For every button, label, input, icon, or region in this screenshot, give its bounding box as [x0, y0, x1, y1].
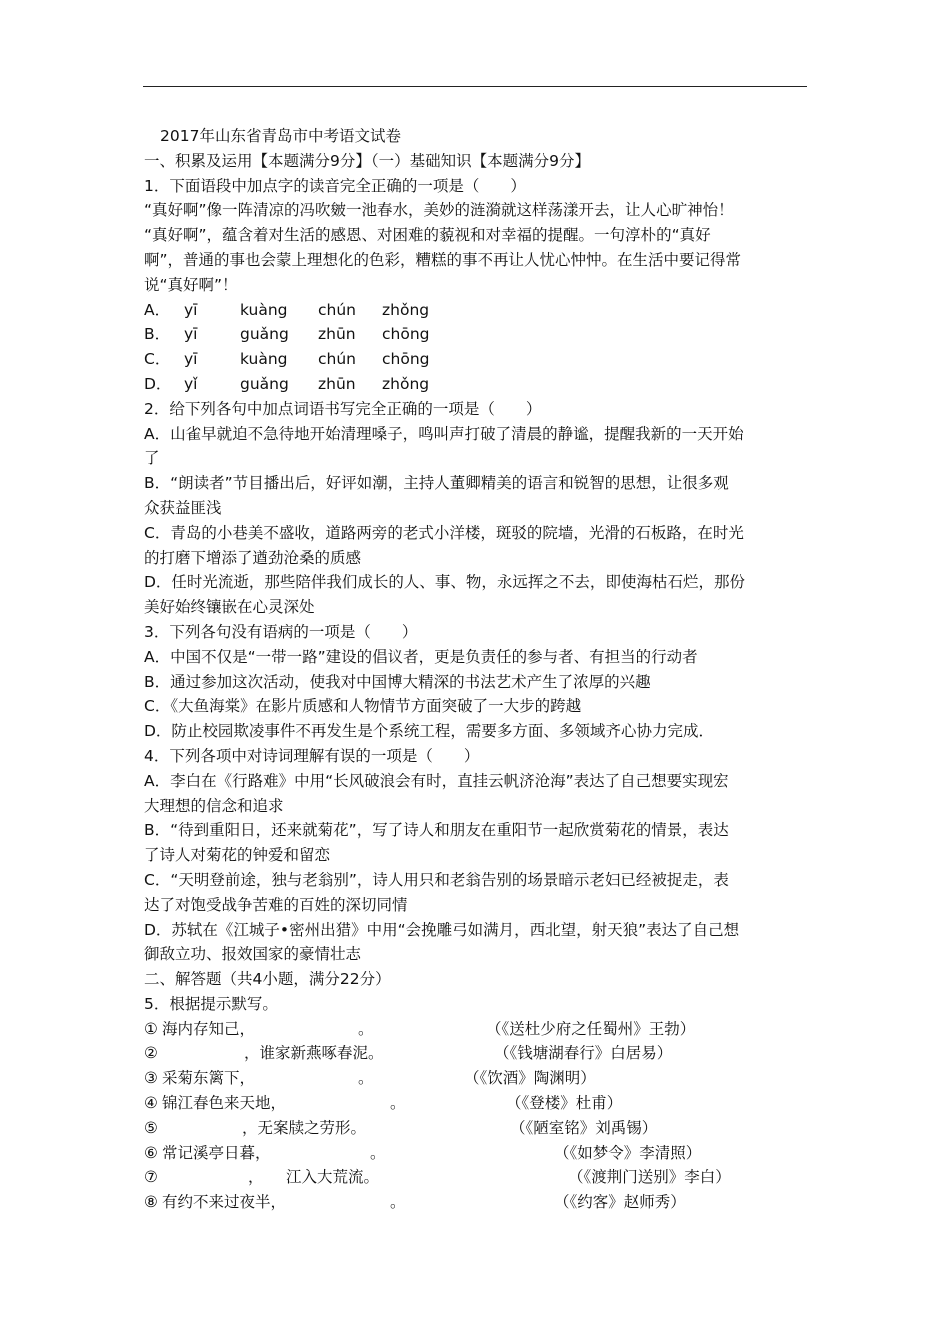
q5-item	[144, 1041, 806, 1066]
q3-line: C．《大鱼海棠》在影片质感和人物情节方面突破了一大步的跨越	[144, 697, 582, 716]
item-source: （《如梦令》李清照）	[554, 1143, 702, 1162]
q5-stem: 5．根据提示默写。	[144, 994, 278, 1013]
q1-passage-line: 啊”，普通的事也会蒙上理想化的色彩，糟糕的事不再让人忧心忡忡。在生活中要记得常	[144, 250, 742, 269]
exam-content	[144, 124, 806, 1215]
item-number: ⑦	[144, 1168, 158, 1187]
item-second-half: ，谁家新燕啄春泥。	[244, 1044, 384, 1063]
item-first-half: 锦江春色来天地，	[162, 1094, 287, 1113]
item-source: （《送杜少府之任蜀州》王勃）	[486, 1019, 696, 1038]
item-number: ③	[144, 1069, 158, 1088]
pinyin: guǎng	[240, 325, 289, 344]
pinyin: chún	[318, 350, 356, 369]
q1-option-a	[144, 298, 806, 323]
q2-line: 美好始终镶嵌在心灵深处	[144, 598, 315, 617]
pinyin: zhǒng	[382, 374, 430, 393]
item-second-half: 江入大荒流。	[286, 1168, 380, 1187]
pinyin: zhǒng	[382, 300, 430, 319]
pinyin: chōng	[382, 350, 430, 369]
option-label: B．	[144, 325, 171, 344]
item-first-half: 常记溪亭日暮，	[162, 1143, 271, 1162]
option-label: A．	[144, 300, 171, 319]
q2-line: B．“朗读者”节目播出后，好评如潮，主持人董卿精美的语言和锐智的思想，让很多观	[144, 474, 729, 493]
q2-line: D．任时光流逝，那些陪伴我们成长的人、事、物，永远挥之不去，即使海枯石烂，那份	[144, 573, 745, 592]
item-number: ④	[144, 1094, 158, 1113]
item-first-half: 有约不来过夜半，	[162, 1193, 287, 1212]
item-number: ⑧	[144, 1193, 158, 1212]
q3-stem: 3．下列各句没有语病的一项是（ ）	[144, 622, 418, 641]
q5-item	[144, 1066, 806, 1091]
item-second-half: ，无案牍之劳形。	[242, 1118, 367, 1137]
q3-line: D．防止校园欺凌事件不再发生是个系统工程，需要多方面、多领域齐心协力完成．	[144, 722, 714, 741]
q5-item	[144, 1165, 806, 1190]
q5-item	[144, 1091, 806, 1116]
q5-item	[144, 1141, 806, 1166]
q4-line: 御敌立功、报效国家的豪情壮志	[144, 945, 362, 964]
q5-item	[144, 1116, 806, 1141]
item-second-half: 。	[390, 1193, 406, 1212]
pinyin: chōng	[382, 325, 430, 344]
q4-stem: 4．下列各项中对诗词理解有误的一项是（ ）	[144, 746, 480, 765]
item-number: ⑥	[144, 1143, 158, 1162]
q4-line: 了诗人对菊花的钟爱和留恋	[144, 846, 331, 865]
q2-line: 众获益匪浅	[144, 498, 222, 517]
section2-header: 二、解答题（共4小题，满分22分）	[144, 970, 391, 989]
q2-line: 的打磨下增添了遒劲沧桑的质感	[144, 548, 362, 567]
item-source: （《渡荆门送别》李白）	[568, 1168, 731, 1187]
pinyin: yǐ	[184, 374, 198, 393]
item-source: （《约客》赵师秀）	[554, 1193, 686, 1212]
item-second-half: 。	[370, 1143, 386, 1162]
item-source: （《登楼》杜甫）	[506, 1094, 623, 1113]
item-second-half: 。	[390, 1094, 406, 1113]
section1-header: 一、积累及运用【本题满分9分】（一）基础知识【本题满分9分】	[144, 151, 590, 170]
item-source: （《饮酒》陶渊明）	[464, 1069, 596, 1088]
header-rule	[143, 86, 807, 87]
q2-line: 了	[144, 449, 160, 468]
item-number: ⑤	[144, 1118, 158, 1137]
q4-line: 大理想的信念和追求	[144, 796, 284, 815]
item-source: （《钱塘湖春行》白居易）	[494, 1044, 673, 1063]
pinyin: guǎng	[240, 374, 289, 393]
q1-option-d	[144, 372, 806, 397]
item-source: （《陋室铭》刘禹锡）	[510, 1118, 658, 1137]
q1-passage-line: “真好啊”，蕴含着对生活的感恩、对困难的藐视和对幸福的提醒。一句淳朴的“真好	[144, 226, 711, 245]
q3-line: A．中国不仅是“一带一路”建设的倡议者，更是负责任的参与者、有担当的行动者	[144, 647, 698, 666]
q2-stem: 2．给下列各句中加点词语书写完全正确的一项是（ ）	[144, 399, 542, 418]
pinyin: yī	[184, 325, 198, 344]
item-first-half: 采菊东篱下，	[162, 1069, 256, 1088]
q2-line: C．青岛的小巷美不盛收，道路两旁的老式小洋楼，斑驳的院墙，光滑的石板路，在时光	[144, 523, 744, 542]
q5-item	[144, 1190, 806, 1215]
pinyin: yī	[184, 350, 198, 369]
pinyin: zhūn	[318, 325, 356, 344]
q1-option-c	[144, 347, 806, 372]
q4-line: C．“天明登前途，独与老翁别”，诗人用只和老翁告别的场景暗示老妇已经被捉走，表	[144, 870, 729, 889]
option-label: C．	[144, 350, 171, 369]
item-second-half: 。	[358, 1019, 374, 1038]
item-first-half: 海内存知己，	[162, 1019, 256, 1038]
item-number: ②	[144, 1044, 158, 1063]
q4-line: D．苏轼在《江城子•密州出猎》中用“会挽雕弓如满月，西北望，射天狼”表达了自己想	[144, 920, 740, 939]
item-first-half: ，	[248, 1168, 264, 1187]
q2-line: A．山雀早就迫不急待地开始清理嗓子，鸣叫声打破了清晨的静谧，提醒我新的一天开始	[144, 424, 744, 443]
q1-stem: 1．下面语段中加点字的读音完全正确的一项是（ ）	[144, 176, 526, 195]
pinyin: zhūn	[318, 374, 356, 393]
pinyin: yī	[184, 300, 198, 319]
pinyin: kuàng	[240, 350, 288, 369]
q4-line: 达了对饱受战争苦难的百姓的深切同情	[144, 895, 408, 914]
q4-line: B．“待到重阳日，还来就菊花”，写了诗人和朋友在重阳节一起欣赏菊花的情景，表达	[144, 821, 729, 840]
q3-line: B．通过参加这次活动，使我对中国博大精深的书法艺术产生了浓厚的兴趣	[144, 672, 651, 691]
q5-item	[144, 1017, 806, 1042]
pinyin: chún	[318, 300, 356, 319]
q4-line: A．李白在《行路难》中用“长风破浪会有时，直挂云帆济沧海”表达了自己想要实现宏	[144, 771, 729, 790]
q1-passage-line: “真好啊”像一阵清凉的冯吹皴一池春水，美妙的涟漪就这样荡漾开去，让人心旷神怡！	[144, 201, 734, 220]
q1-passage-line: 说“真好啊”！	[144, 275, 238, 294]
q1-option-b	[144, 322, 806, 347]
item-number: ①	[144, 1019, 158, 1038]
option-label: D．	[144, 374, 172, 393]
page-title: 2017年山东省青岛市中考语文试卷	[160, 127, 401, 145]
pinyin: kuàng	[240, 300, 288, 319]
item-second-half: 。	[358, 1069, 374, 1088]
